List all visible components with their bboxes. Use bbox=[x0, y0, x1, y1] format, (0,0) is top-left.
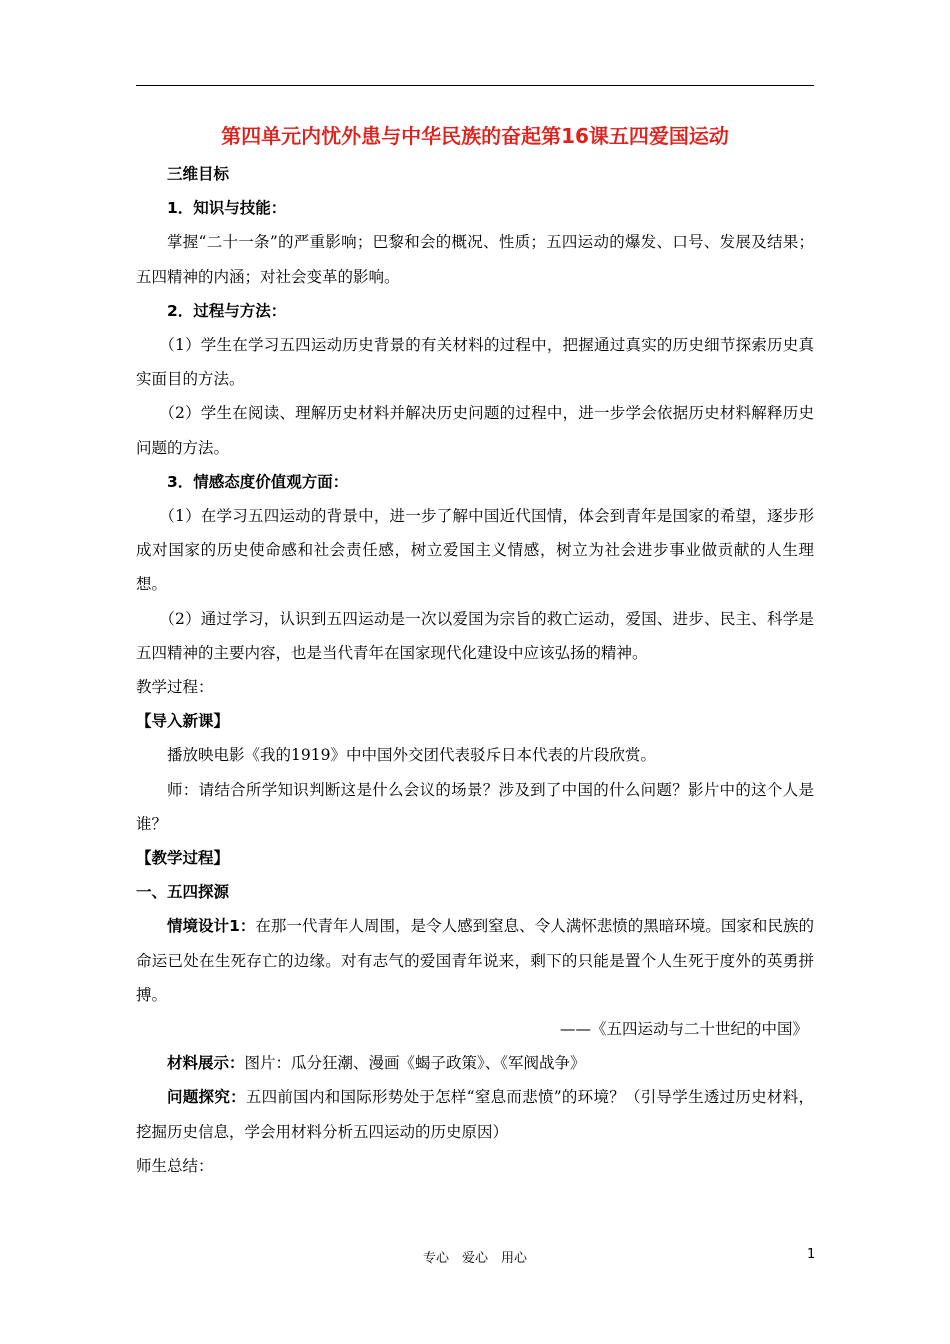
goal1-heading: 1．知识与技能： bbox=[167, 199, 287, 218]
material-text: 图片：瓜分狂潮、漫画《蝎子政策》、《军阀战争》 bbox=[244, 1054, 586, 1073]
question-label: 问题探究： bbox=[167, 1088, 246, 1107]
question-text: 五四前国内和国际形势处于怎样“窒息而悲愤”的环境？（引导学生透过历史材料，挖掘历史信息，学会用材料分析五四运动的历史原因） bbox=[136, 1088, 814, 1141]
goal3-paragraph-2: （2）通过学习，认识到五四运动是一次以爱国为宗旨的救亡运动，爱国、进步、民主、科学是五四精神的主要内容，也是当代青年在国家现代化建设中应该弘扬的精神。 bbox=[136, 609, 814, 662]
question-paragraph bbox=[136, 1080, 814, 1148]
scene-source: ——《五四运动与二十世纪的中国》 bbox=[559, 1020, 808, 1039]
scene-text: 在那一代青年人周围，是令人感到窒息、令人满怀悲愤的黑暗环境。国家和民族的命运已处在生死存亡的边缘。对有志气的爱国青年说来，剩下的只能是置个人生死于度外的英勇拼搏。 bbox=[136, 917, 814, 1004]
footer-motto: 专心 爱心 用心 bbox=[422, 1251, 527, 1266]
document-body bbox=[136, 157, 814, 1183]
intro-paragraph-2: 师：请结合所学知识判断这是什么会议的场景？涉及到了中国的什么问题？影片中的这个人是谁？ bbox=[136, 780, 814, 833]
scene-paragraph bbox=[136, 909, 814, 1012]
page-number: 1 bbox=[807, 1247, 816, 1262]
goal2-heading: 2．过程与方法： bbox=[167, 301, 287, 320]
intro-heading: 【导入新课】 bbox=[136, 712, 230, 731]
intro-paragraph-1: 播放映电影《我的1919》中中国外交团代表驳斥日本代表的片段欣赏。 bbox=[167, 746, 656, 765]
goal2-paragraph-1: （1）学生在学习五四运动历史背景的有关材料的过程中，把握通过真实的历史细节探索历史真实面目的方法。 bbox=[136, 336, 814, 389]
process-heading: 【教学过程】 bbox=[136, 849, 230, 868]
summary-label: 师生总结： bbox=[136, 1156, 214, 1175]
header-rule bbox=[136, 85, 814, 86]
document-title: 第四单元内忧外患与中华民族的奋起第16课五四爱国运动 bbox=[221, 124, 729, 148]
section1-heading: 一、五四探源 bbox=[136, 883, 230, 902]
goal3-paragraph-1: （1）在学习五四运动的背景中，进一步了解中国近代国情，体会到青年是国家的希望，逐步形成对国家的历史使命感和社会责任感，树立爱国主义情感，树立为社会进步事业做贡献的人生理想。 bbox=[136, 507, 814, 594]
goal2-paragraph-2: （2）学生在阅读、理解历史材料并解决历史问题的过程中，进一步学会依据历史材料解释历史问题的方法。 bbox=[136, 404, 814, 457]
material-label: 材料展示： bbox=[167, 1054, 245, 1073]
goals-heading: 三维目标 bbox=[167, 165, 230, 183]
scene-label: 情境设计1： bbox=[167, 917, 256, 936]
goal1-text: 掌握“二十一条”的严重影响；巴黎和会的概况、性质；五四运动的爆发、口号、发展及结果；五四精神的内涵；对社会变革的影响。 bbox=[136, 233, 814, 286]
process-label: 教学过程： bbox=[136, 678, 214, 697]
material-paragraph bbox=[136, 1046, 814, 1080]
goal3-heading: 3．情感态度价值观方面： bbox=[167, 472, 349, 491]
